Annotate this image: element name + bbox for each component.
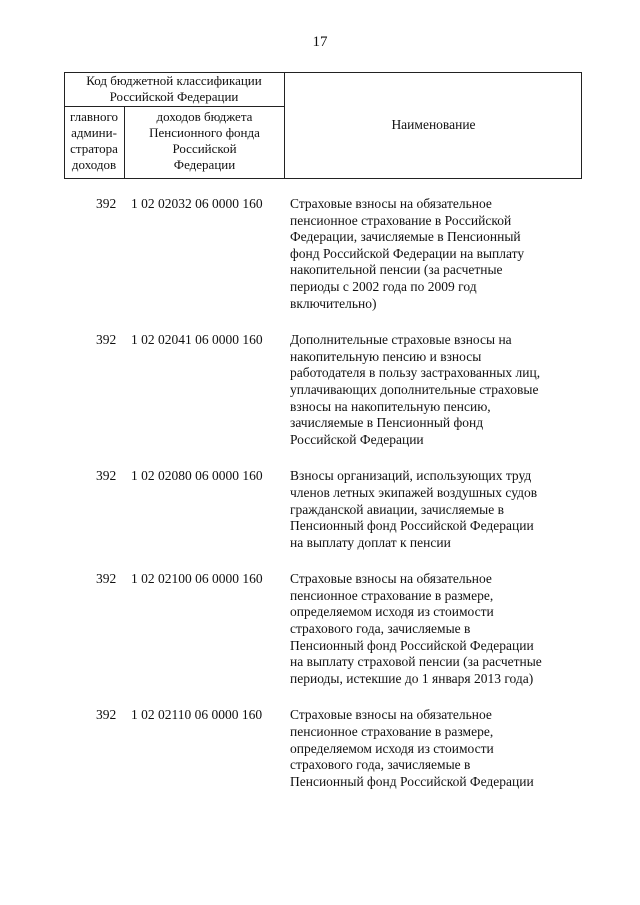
description-line: взносы на накопительную пенсию, <box>290 398 491 414</box>
table-row <box>0 707 640 790</box>
name-column-header: Наименование <box>391 117 476 132</box>
description-line: гражданской авиации, зачисляемые в <box>290 501 504 517</box>
description-line: Пенсионный фонд Российской Федерации <box>290 773 534 789</box>
description-line: уплачивающих дополнительные страховые <box>290 381 539 397</box>
description-line: зачисляемые в Пенсионный фонд <box>290 415 484 431</box>
table-row <box>0 332 640 448</box>
description-line: Российской Федерации <box>290 431 424 447</box>
income-code: 1 02 02041 06 0000 160 <box>131 332 263 348</box>
table-row <box>0 571 640 687</box>
description-line: пенсионное страхование в размере, <box>290 724 494 740</box>
description-line: Взносы организаций, использующих труд <box>290 468 532 484</box>
row-description <box>290 707 580 790</box>
description-line: пенсионное страхование в Российской <box>290 212 512 228</box>
admin-code: 392 <box>96 468 117 484</box>
table-header <box>64 72 582 179</box>
description-line: на выплату страховой пенсии (за расчетные <box>290 654 542 670</box>
admin-code: 392 <box>96 196 117 211</box>
admin-column-header: главного админи- стратора доходов <box>69 109 119 172</box>
income-code: 1 02 02100 06 0000 160 <box>131 571 263 587</box>
description-line: Страховые взносы на обязательное <box>290 571 492 587</box>
row-description <box>290 468 580 551</box>
row-description <box>290 332 580 448</box>
description-line: периоды с 2002 года по 2009 год <box>290 278 477 294</box>
description-line: на выплату доплат к пенсии <box>290 534 451 550</box>
description-line: Пенсионный фонд Российской Федерации <box>290 518 534 534</box>
row-description <box>290 571 580 687</box>
description-line: включительно) <box>290 295 377 311</box>
description-line: накопительной пенсии (за расчетные <box>290 262 503 278</box>
income-column-header: доходов бюджета Пенсионного фонда Российской Федерации <box>149 109 260 172</box>
classification-title: Код бюджетной классификации Российской Федерации <box>86 73 262 104</box>
admin-code: 392 <box>96 707 117 723</box>
description-line: определяемом исходя из стоимости <box>290 604 494 620</box>
description-line: периоды, истекшие до 1 января 2013 года) <box>290 670 534 686</box>
description-line: Федерации, зачисляемые в Пенсионный <box>290 229 521 245</box>
page-number: 17 <box>312 34 328 50</box>
row-description <box>290 196 580 312</box>
description-line: работодателя в пользу застрахованных лиц, <box>290 365 541 381</box>
description-line: накопительную пенсию и взносы <box>290 348 482 364</box>
description-line: Страховые взносы на обязательное <box>290 196 492 211</box>
description-line: страхового года, зачисляемые в <box>290 621 471 637</box>
description-line: пенсионное страхование в размере, <box>290 587 494 603</box>
description-line: определяемом исходя из стоимости <box>290 740 494 756</box>
header-divider <box>64 106 284 107</box>
description-line: страхового года, зачисляемые в <box>290 757 471 773</box>
table-row <box>0 196 640 312</box>
description-line: Пенсионный фонд Российской Федерации <box>290 637 534 653</box>
admin-code: 392 <box>96 571 117 587</box>
table-body <box>0 196 640 810</box>
description-line: фонд Российской Федерации на выплату <box>290 245 525 261</box>
income-code: 1 02 02080 06 0000 160 <box>131 468 263 484</box>
income-code: 1 02 02110 06 0000 160 <box>131 707 263 723</box>
description-line: Страховые взносы на обязательное <box>290 707 492 723</box>
description-line: членов летных экипажей воздушных судов <box>290 484 538 500</box>
table-row <box>0 468 640 551</box>
income-code: 1 02 02032 06 0000 160 <box>131 196 263 211</box>
admin-code: 392 <box>96 332 117 348</box>
description-line: Дополнительные страховые взносы на <box>290 332 512 348</box>
